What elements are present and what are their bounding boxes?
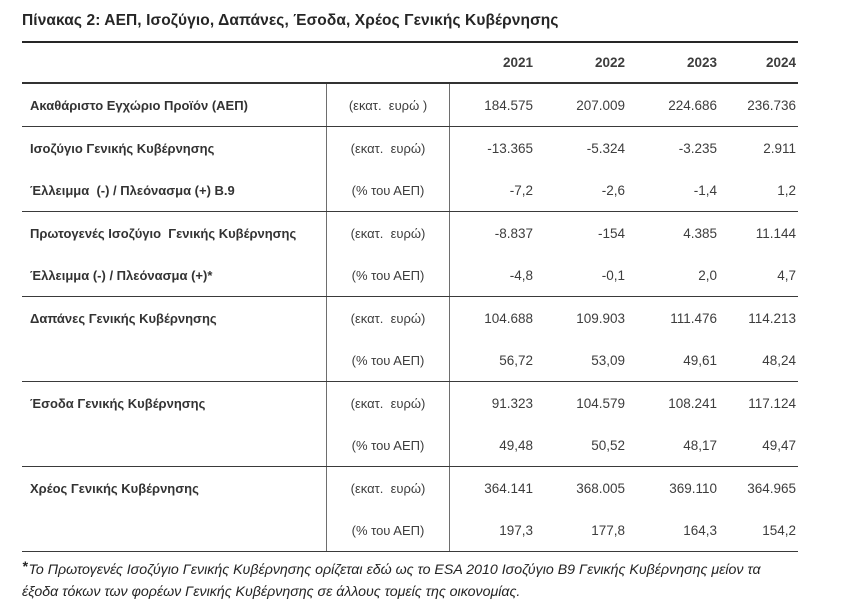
value-2023: 2,0 (698, 267, 717, 283)
value-2024: 154,2 (762, 522, 796, 538)
value-2023: 49,61 (683, 352, 717, 368)
value-2023: 224.686 (668, 97, 717, 113)
row-unit: (εκατ. ευρώ) (326, 212, 450, 254)
value-2023: -3.235 (678, 140, 717, 156)
row-unit: (% του ΑΕΠ) (326, 169, 450, 211)
table-row (22, 127, 798, 169)
value-2022: 109.903 (576, 310, 625, 326)
table-row (22, 297, 798, 339)
row-label (22, 424, 326, 466)
table-row (22, 467, 798, 509)
row-label: Ακαθάριστο Εγχώριο Προϊόν (ΑΕΠ) (30, 97, 248, 113)
value-2021: -7,2 (509, 182, 533, 198)
header-label-spacer (22, 43, 326, 82)
value-2023: 164,3 (683, 522, 717, 538)
value-2021: 197,3 (499, 522, 533, 538)
footnote (22, 559, 798, 603)
year-header-2021: 2021 (502, 55, 533, 70)
row-label (22, 339, 326, 381)
value-2024: 11.144 (755, 225, 796, 241)
row-label: Ισοζύγιο Γενικής Κυβέρνησης (30, 140, 215, 156)
row-group-balance (22, 127, 798, 212)
row-group-debt (22, 467, 798, 552)
year-header-2023: 2023 (686, 55, 717, 70)
value-2021: 91.323 (491, 395, 533, 411)
footnote-line-2: έξοδα τόκων των φορέων Γενικής Κυβέρνησης σε άλλους τομείς της οικονομίας. (22, 584, 521, 600)
row-unit: (εκατ. ευρώ) (326, 297, 450, 339)
row-group-expenditure (22, 297, 798, 382)
value-2024: 236.736 (747, 97, 796, 113)
value-2024: 364.965 (747, 480, 796, 496)
value-2023: 4.385 (683, 225, 717, 241)
table-document (22, 10, 798, 603)
value-2021: -13.365 (487, 140, 533, 156)
table-row (22, 339, 798, 381)
row-label: Έλλειμμα (-) / Πλεόνασμα (+) Β.9 (30, 182, 235, 198)
row-label: Δαπάνες Γενικής Κυβέρνησης (30, 310, 217, 326)
row-unit: (% του ΑΕΠ) (326, 509, 450, 551)
value-2022: -154 (597, 225, 625, 241)
table-row (22, 382, 798, 424)
table-title: Πίνακας 2: ΑΕΠ, Ισοζύγιο, Δαπάνες, Έσοδα, Χρέος Γενικής Κυβέρνησης (22, 12, 559, 29)
value-2023: 108.241 (668, 395, 717, 411)
value-2022: 50,52 (591, 437, 625, 453)
data-table (22, 43, 798, 552)
row-label (22, 509, 326, 551)
value-2022: -0,1 (601, 267, 625, 283)
row-label: Έσοδα Γενικής Κυβέρνησης (30, 395, 206, 411)
row-unit: (% του ΑΕΠ) (326, 424, 450, 466)
row-group-primary-balance (22, 212, 798, 297)
value-2022: 207.009 (576, 97, 625, 113)
row-label: Χρέος Γενικής Κυβέρνησης (30, 480, 199, 496)
value-2022: 177,8 (591, 522, 625, 538)
table-row (22, 84, 798, 126)
value-2024: 114.213 (748, 310, 796, 326)
value-2022: -5.324 (586, 140, 625, 156)
row-unit: (εκατ. ευρώ) (326, 467, 450, 509)
value-2024: 49,47 (762, 437, 796, 453)
value-2022: 104.579 (576, 395, 625, 411)
value-2024: 48,24 (762, 352, 796, 368)
table-header-row (22, 43, 798, 84)
value-2024: 4,7 (777, 267, 796, 283)
footnote-line-1 (22, 559, 798, 581)
footnote-text: Το Πρωτογενές Ισοζύγιο Γενικής Κυβέρνησης ορίζεται εδώ ως το ESA 2010 Ισοζύγιο Β9 Γενικής Κυβέρνησης μείον τα (28, 562, 761, 578)
value-2023: 111.476 (670, 310, 717, 326)
row-label: Έλλειμμα (-) / Πλεόνασμα (+)* (30, 267, 213, 283)
row-unit: (εκατ. ευρώ) (326, 382, 450, 424)
value-2021: -8.837 (494, 225, 533, 241)
value-2021: 49,48 (499, 437, 533, 453)
value-2021: 56,72 (499, 352, 533, 368)
table-row (22, 212, 798, 254)
footnote-asterisk: * (22, 559, 28, 575)
row-group-revenue (22, 382, 798, 467)
year-header-2022: 2022 (594, 55, 625, 70)
value-2021: 104.688 (484, 310, 533, 326)
table-row (22, 424, 798, 466)
value-2023: 369.110 (669, 480, 717, 496)
value-2024: 117.124 (748, 395, 796, 411)
value-2022: 368.005 (576, 480, 625, 496)
row-unit: (% του ΑΕΠ) (326, 254, 450, 296)
row-unit: (εκατ. ευρώ ) (326, 84, 450, 126)
header-unit-spacer (326, 43, 450, 82)
value-2023: -1,4 (693, 182, 717, 198)
table-row (22, 254, 798, 296)
row-unit: (εκατ. ευρώ) (326, 127, 450, 169)
row-label: Πρωτογενές Ισοζύγιο Γενικής Κυβέρνησης (30, 225, 297, 241)
row-unit: (% του ΑΕΠ) (326, 339, 450, 381)
table-row (22, 509, 798, 551)
value-2021: 184.575 (484, 97, 533, 113)
value-2021: -4,8 (509, 267, 533, 283)
value-2021: 364.141 (484, 480, 533, 496)
value-2022: -2,6 (601, 182, 625, 198)
value-2023: 48,17 (683, 437, 717, 453)
value-2024: 2.911 (763, 140, 796, 156)
value-2022: 53,09 (591, 352, 625, 368)
year-header-2024: 2024 (765, 55, 796, 70)
value-2024: 1,2 (777, 182, 796, 198)
table-row (22, 169, 798, 211)
row-group-gdp (22, 84, 798, 127)
